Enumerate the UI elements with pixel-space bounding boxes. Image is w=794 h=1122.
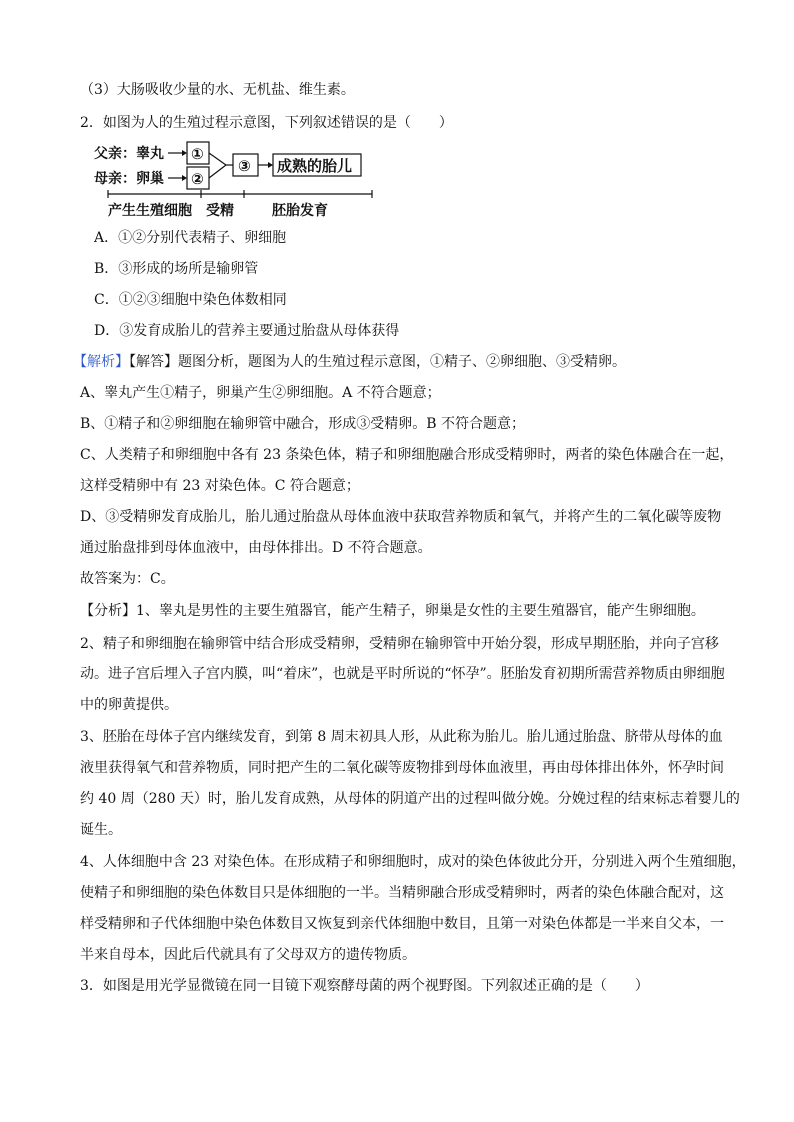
text-line: D、③受精卵发育成胎儿，胎儿通过胎盘从母体血液中获取营养物质和氧气，并将产生的二氧化碳等废物 [80, 509, 722, 525]
text-line: 【分析】1、睾丸是男性的主要生殖器官，能产生精子，卵巢是女性的主要生殖器官，能产生卵细胞。 [80, 603, 705, 619]
question-3: 3．如图是用光学显微镜在同一目镜下观察酵母菌的两个视野图。下列叙述正确的是（ ） [80, 978, 649, 994]
text-line: A、睾丸产生①精子，卵巢产生②卵细胞。A 不符合题意； [80, 385, 441, 401]
text-line: 约 40 周（280 天）时，胎儿发育成熟，从母体的阴道产出的过程叫做分娩。分娩过程的结束标志着婴儿的 [80, 791, 740, 807]
option-b: B．③形成的场所是输卵管 [94, 261, 259, 277]
stage-label-embryo: 胚胎发育 [272, 203, 328, 218]
text-line: 半来自母本，因此后代就具有了父母双方的遗传物质。 [80, 947, 416, 963]
analysis-text: 【解答】题图分析，题图为人的生殖过程示意图，①精子、②卵细胞、③受精卵。 [129, 354, 626, 370]
diagram-father-label: 父亲：睾丸 [94, 146, 164, 162]
text-line: 样受精卵和子代体细胞中染色体数目又恢复到亲代体细胞中数目，且第一对染色体都是一半来自父本，一 [80, 916, 724, 932]
text-line: 诞生。 [80, 822, 122, 838]
question-2: 2．如图为人的生殖过程示意图，下列叙述错误的是（ ） [80, 115, 453, 131]
diagram-fetus-label: 成熟的胎儿 [277, 157, 353, 175]
text-line: 2、精子和卵细胞在输卵管中结合形成受精卵，受精卵在输卵管中开始分裂，形成早期胚胎，并向子宫移 [80, 636, 719, 652]
diagram-box-2-label: ② [191, 170, 204, 188]
text-line: 这样受精卵中有 23 对染色体。C 符合题意； [80, 478, 360, 494]
stage-label-gametes: 产生生殖细胞 [108, 203, 192, 218]
answer-line: 故答案为：C。 [80, 571, 175, 587]
text-line: 动。进子宫后埋入子宫内膜，叫“着床”，也就是平时所说的“怀孕”。胚胎发育初期所需营养物质由卵细胞 [80, 666, 725, 682]
text-line: 中的卵黄提供。 [80, 697, 178, 713]
text-line: 4、人体细胞中含 23 对染色体。在形成精子和卵细胞时，成对的染色体彼此分开，分别进入两个生殖细胞， [80, 854, 746, 870]
diagram-box-3-label: ③ [238, 157, 251, 175]
option-c: C．①②③细胞中染色体数相同 [94, 292, 287, 308]
text-line: 液里获得氧气和营养物质，同时把产生的二氧化碳等废物排到母体血液里，再由母体排出体外，怀孕时间 [80, 760, 724, 776]
analysis-tag: 【解析】 [73, 354, 129, 370]
diagram-mother-label: 母亲：卵巢 [94, 171, 164, 187]
text-line: C、人类精子和卵细胞中各有 23 条染色体，精子和卵细胞融合形成受精卵时，两者的染色体融合在一起， [80, 447, 734, 463]
text-line: （3）大肠吸收少量的水、无机盐、维生素。 [80, 82, 355, 98]
reproduction-diagram [94, 138, 394, 218]
option-d: D．③发育成胎儿的营养主要通过胎盘从母体获得 [94, 323, 400, 339]
text-line: 通过胎盘排到母体血液中，由母体排出。D 不符合题意。 [80, 540, 432, 556]
option-a: A．①②分别代表精子、卵细胞 [94, 230, 287, 246]
text-line: 使精子和卵细胞的染色体数目只是体细胞的一半。当精卵融合形成受精卵时，两者的染色体融合配对，这 [80, 885, 724, 901]
analysis-header [73, 352, 626, 372]
text-line: B、①精子和②卵细胞在输卵管中融合，形成③受精卵。B 不符合题意； [80, 416, 526, 432]
stage-label-fertilization: 受精 [206, 203, 234, 218]
text-line: 3、胚胎在母体子宫内继续发育，到第 8 周末初具人形，从此称为胎儿。胎儿通过胎盘、脐带从母体的血 [80, 729, 723, 745]
diagram-box-1-label: ① [191, 145, 204, 163]
